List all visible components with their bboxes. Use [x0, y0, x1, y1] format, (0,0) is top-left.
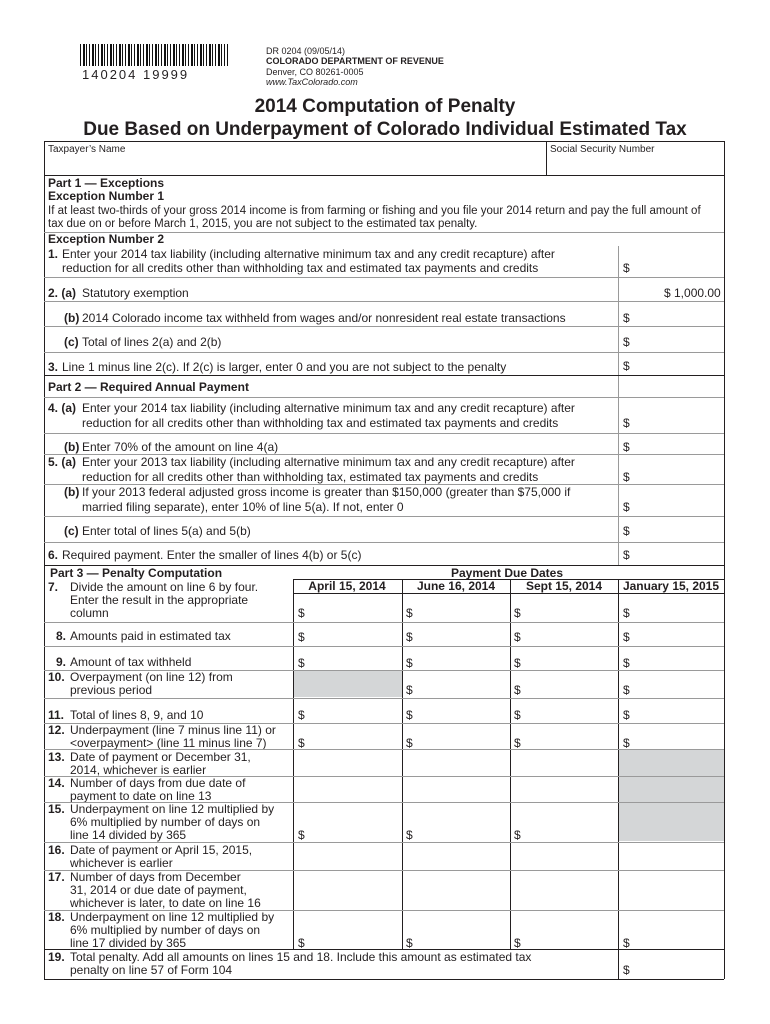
ssn-field[interactable]	[548, 156, 722, 174]
col-divider-3	[510, 579, 511, 949]
line9-col2-dollar: $	[406, 656, 413, 670]
line4a-text-1: Enter your 2014 tax liability (including alternative minimum tax and any credit recapture) after	[82, 401, 575, 415]
line8-col2-input[interactable]	[415, 627, 510, 644]
line16-text-2: whichever is earlier	[70, 856, 173, 870]
line5c-dollar: $	[623, 524, 630, 538]
line5b-dollar: $	[623, 500, 630, 514]
line17-text-1: Number of days from December	[70, 870, 241, 884]
line4a-amount-input[interactable]	[632, 413, 722, 431]
line7-col1-dollar: $	[298, 606, 305, 620]
col-divider-1	[293, 579, 294, 949]
line18-col1-dollar: $	[298, 936, 305, 950]
line11-col1-input[interactable]	[307, 705, 402, 722]
line8-col3-dollar: $	[514, 630, 521, 644]
line3-amount-input[interactable]	[632, 356, 722, 374]
line18-text-3: line 17 divided by 365	[70, 936, 187, 950]
line12-col3-dollar: $	[514, 736, 521, 750]
payment-due-dates-heading: Payment Due Dates	[450, 566, 564, 580]
line18-col2-dollar: $	[406, 936, 413, 950]
line18-col3-input[interactable]	[523, 933, 618, 950]
line7-col1-input[interactable]	[307, 603, 402, 620]
line8-col2-dollar: $	[406, 630, 413, 644]
line11-col2-input[interactable]	[415, 705, 510, 722]
line3-number: 3.	[48, 360, 59, 374]
line13-number: 13.	[48, 750, 65, 764]
line2c-dollar: $	[623, 335, 630, 349]
exception2-heading: Exception Number 2	[48, 232, 165, 246]
line12-text-2: <overpayment> (line 11 minus line 7)	[70, 736, 267, 750]
line12-col3-input[interactable]	[523, 733, 618, 750]
line14-text-1: Number of days from due date of	[70, 776, 246, 790]
line18-col1-input[interactable]	[307, 933, 402, 950]
form-title-line2: Due Based on Underpayment of Colorado Individual Estimated Tax	[83, 119, 687, 140]
part3-heading: Part 3 — Penalty Computation	[50, 566, 223, 580]
row-divider	[44, 433, 724, 434]
line11-number: 11.	[48, 708, 65, 722]
column-header-2: June 16, 2014	[416, 579, 496, 593]
line19-amount-input[interactable]	[632, 955, 722, 977]
line15-text-3: line 14 divided by 365	[70, 828, 187, 842]
line9-col4-input[interactable]	[632, 653, 727, 670]
line5a-text-2: reduction for all credits other than withholding tax, estimated tax payments and credits	[82, 470, 539, 484]
form-id: DR 0204 (09/05/14)	[266, 46, 346, 56]
line4b-number: (b)	[64, 440, 80, 454]
line9-col3-input[interactable]	[523, 653, 618, 670]
line15-number: 15.	[48, 802, 65, 816]
line7-text-2: Enter the result in the appropriate	[70, 593, 249, 607]
line7-text-1: Divide the amount on line 6 by four.	[70, 580, 259, 594]
line8-col1-dollar: $	[298, 630, 305, 644]
line3-text: Line 1 minus line 2(c). If 2(c) is larger, enter 0 and you are not subject to the penalty	[62, 360, 507, 374]
line10-col2-dollar: $	[406, 683, 413, 697]
line5b-amount-input[interactable]	[632, 497, 722, 514]
row-divider	[44, 622, 724, 623]
line19-dollar: $	[623, 963, 630, 977]
line16-number: 16.	[48, 843, 65, 857]
line19-number: 19.	[48, 950, 65, 964]
line12-number: 12.	[48, 723, 65, 737]
line2b-number: (b)	[64, 311, 80, 325]
line5b-text-1: If your 2013 federal adjusted gross income is greater than $150,000 (greater than $75,000 if	[82, 485, 571, 499]
line11-col4-input[interactable]	[632, 705, 727, 722]
row-divider	[44, 277, 724, 278]
frame-bottom	[44, 979, 724, 980]
line2a-text: Statutory exemption	[82, 286, 189, 300]
line2c-amount-input[interactable]	[632, 331, 722, 349]
line11-text: Total of lines 8, 9, and 10	[70, 708, 204, 722]
line8-col1-input[interactable]	[307, 627, 402, 644]
line10-text-2: previous period	[70, 683, 153, 697]
column-header-1: April 15, 2014	[308, 579, 386, 593]
line2a-number: 2. (a)	[48, 286, 77, 300]
line9-number: 9.	[56, 655, 67, 669]
line4b-text: Enter 70% of the amount on line 4(a)	[82, 440, 279, 454]
line15-col2-dollar: $	[406, 828, 413, 842]
line19-text-2: penalty on line 57 of Form 104	[70, 963, 233, 977]
column-header-3: Sept 15, 2014	[525, 579, 603, 593]
line12-col4-dollar: $	[623, 736, 630, 750]
line7-col4-input[interactable]	[632, 603, 727, 620]
shaded-cell	[294, 671, 402, 697]
line9-col1-dollar: $	[298, 656, 305, 670]
line5c-text: Enter total of lines 5(a) and 5(b)	[82, 524, 251, 538]
line18-col4-input[interactable]	[632, 933, 727, 950]
barcode	[80, 44, 228, 66]
line2b-text: 2014 Colorado income tax withheld from wages and/or nonresident real estate transactions	[82, 311, 566, 325]
line11-col1-dollar: $	[298, 708, 305, 722]
line10-col4-input[interactable]	[632, 680, 727, 697]
line2b-dollar: $	[623, 311, 630, 325]
taxpayer-name-field[interactable]	[46, 156, 544, 174]
line5c-number: (c)	[64, 524, 79, 538]
line2b-amount-input[interactable]	[632, 306, 722, 324]
line10-col3-input[interactable]	[523, 680, 618, 697]
line6-dollar: $	[623, 548, 630, 562]
line19-text-1: Total penalty. Add all amounts on lines 15 and 18. Include this amount as estimated tax	[70, 950, 532, 964]
row-divider	[44, 698, 724, 699]
line7-col3-dollar: $	[514, 606, 521, 620]
exception1-text-1: If at least two-thirds of your gross 2014 income is from farming or fishing and you file your 2014 return and pay the full amount of	[48, 205, 701, 217]
line15-col3-input[interactable]	[523, 825, 618, 842]
line7-col2-input[interactable]	[415, 603, 510, 620]
col-divider-2	[402, 579, 403, 949]
line12-col1-input[interactable]	[307, 733, 402, 750]
row-divider	[293, 579, 724, 580]
line6-text: Required payment. Enter the smaller of lines 4(b) or 5(c)	[62, 548, 362, 562]
line5a-dollar: $	[623, 470, 630, 484]
line14-number: 14.	[48, 776, 65, 790]
line11-col4-dollar: $	[623, 708, 630, 722]
line10-col2-input[interactable]	[415, 680, 510, 697]
row-divider	[44, 542, 724, 543]
row-divider	[44, 397, 724, 398]
line15-col1-input[interactable]	[307, 825, 402, 842]
line13-text-1: Date of payment or December 31,	[70, 750, 251, 764]
line17-text-2: 31, 2014 or due date of payment,	[70, 883, 247, 897]
line17-text-3: whichever is later, to date on line 16	[70, 896, 261, 910]
line5b-number: (b)	[64, 485, 80, 499]
line4b-amount-input[interactable]	[632, 437, 722, 454]
barcode-number: 140204 19999	[82, 67, 190, 82]
part2-heading: Part 2 — Required Annual Payment	[48, 380, 249, 394]
line5b-text-2: married filing separate), enter 10% of line 5(a). If not, enter 0	[82, 500, 404, 514]
line9-col4-dollar: $	[623, 656, 630, 670]
line9-text: Amount of tax withheld	[70, 655, 192, 669]
line1-number: 1.	[48, 247, 59, 261]
exception1-heading: Exception Number 1	[48, 189, 165, 203]
shaded-cell	[619, 749, 724, 841]
line5a-amount-input[interactable]	[632, 467, 722, 484]
line16-text-1: Date of payment or April 15, 2015,	[70, 843, 253, 857]
line15-col3-dollar: $	[514, 828, 521, 842]
exception1-text-2: tax due on or before March 1, 2015, you are not subject to the estimated tax penalty.	[48, 218, 478, 230]
line18-text-1: Underpayment on line 12 multiplied by	[70, 910, 275, 924]
line15-text-2: 6% multiplied by number of days on	[70, 815, 261, 829]
line17-number: 17.	[48, 870, 65, 884]
taxpayer-name-label: Taxpayer’s Name	[48, 144, 126, 155]
line15-text-1: Underpayment on line 12 multiplied by	[70, 802, 275, 816]
line7-col4-dollar: $	[623, 606, 630, 620]
line6-amount-input[interactable]	[632, 545, 722, 563]
frame-right	[724, 141, 725, 979]
line12-col4-input[interactable]	[632, 733, 727, 750]
line10-col4-dollar: $	[623, 683, 630, 697]
line10-col3-dollar: $	[514, 683, 521, 697]
line4a-text-2: reduction for all credits other than withholding tax and estimated tax payments and credits	[82, 416, 559, 430]
line7-number: 7.	[48, 580, 59, 594]
amount-column-divider	[618, 246, 619, 566]
form-title-line1: 2014 Computation of Penalty	[254, 96, 516, 117]
line8-text: Amounts paid in estimated tax	[70, 629, 231, 643]
ssn-label: Social Security Number	[550, 144, 655, 155]
line14-text-2: payment to date on line 13	[70, 789, 212, 803]
line8-col4-dollar: $	[623, 630, 630, 644]
line3-dollar: $	[623, 359, 630, 373]
line5c-amount-input[interactable]	[632, 520, 722, 540]
line7-col2-dollar: $	[406, 606, 413, 620]
line8-number: 8.	[56, 629, 67, 643]
line8-col3-input[interactable]	[523, 627, 618, 644]
line7-text-3: column	[70, 606, 109, 620]
column-header-4: January 15, 2015	[622, 579, 720, 593]
line8-col4-input[interactable]	[632, 627, 727, 644]
row-divider	[44, 326, 724, 327]
department-name: COLORADO DEPARTMENT OF REVENUE	[266, 56, 444, 66]
line13-text-2: 2014, whichever is earlier	[70, 763, 207, 777]
row-divider	[44, 352, 724, 353]
line2c-number: (c)	[64, 335, 79, 349]
row-divider	[44, 646, 724, 647]
line1-amount-input[interactable]	[632, 258, 722, 276]
row-divider	[44, 301, 724, 302]
department-address: Denver, CO 80261-0005	[266, 67, 364, 77]
line18-text-2: 6% multiplied by number of days on	[70, 923, 261, 937]
line9-col1-input[interactable]	[307, 653, 402, 670]
line4a-number: 4. (a)	[48, 401, 77, 415]
line4b-dollar: $	[623, 440, 630, 454]
line2a-value: $ 1,000.00	[664, 286, 721, 300]
line7-col3-input[interactable]	[523, 603, 618, 620]
line18-col3-dollar: $	[514, 936, 521, 950]
line11-col3-dollar: $	[514, 708, 521, 722]
line15-col2-input[interactable]	[415, 825, 510, 842]
website-link[interactable]: www.TaxColorado.com	[266, 77, 358, 87]
line9-col2-input[interactable]	[415, 653, 510, 670]
line5a-text-1: Enter your 2013 tax liability (including alternative minimum tax and any credit recapture) after	[82, 455, 575, 469]
line12-col1-dollar: $	[298, 736, 305, 750]
frame-top	[44, 141, 724, 142]
line1-dollar: $	[623, 261, 630, 275]
part1-heading: Part 1 — Exceptions	[48, 176, 165, 190]
line2c-text: Total of lines 2(a) and 2(b)	[82, 335, 222, 349]
line12-col2-input[interactable]	[415, 733, 510, 750]
line10-text-1: Overpayment (on line 12) from	[70, 670, 233, 684]
line1-text-1: Enter your 2014 tax liability (including alternative minimum tax and any credit recapture) after	[62, 247, 555, 261]
line6-number: 6.	[48, 548, 59, 562]
line15-col1-dollar: $	[298, 828, 305, 842]
line18-col2-input[interactable]	[415, 933, 510, 950]
line12-col2-dollar: $	[406, 736, 413, 750]
line1-text-2: reduction for all credits other than withholding tax and estimated tax payments and credits	[62, 261, 539, 275]
ssn-divider	[546, 141, 547, 175]
frame-left	[44, 141, 45, 979]
line5a-number: 5. (a)	[48, 455, 77, 469]
line11-col3-input[interactable]	[523, 705, 618, 722]
line11-col2-dollar: $	[406, 708, 413, 722]
line12-text-1: Underpayment (line 7 minus line 11) or	[70, 723, 276, 737]
row-divider	[44, 516, 724, 517]
line4a-dollar: $	[623, 416, 630, 430]
line18-number: 18.	[48, 910, 65, 924]
line9-col3-dollar: $	[514, 656, 521, 670]
row-divider	[293, 593, 724, 594]
line18-col4-dollar: $	[623, 936, 630, 950]
line10-number: 10.	[48, 670, 65, 684]
row-divider	[44, 375, 724, 376]
